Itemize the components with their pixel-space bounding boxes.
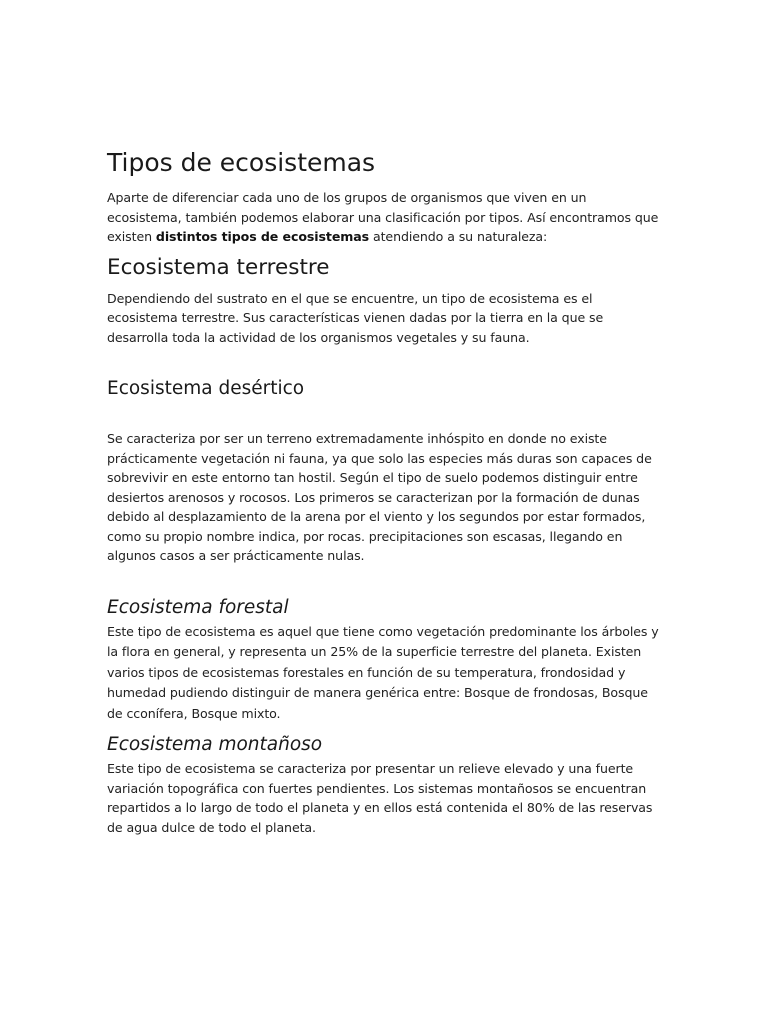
heading-ecosistema-forestal: Ecosistema forestal (107, 596, 289, 618)
paragraph-ecosistema-forestal: Este tipo de ecosistema es aquel que tiene como vegetación predominante los árboles y la flora en general, y representa un 25% de la superficie terrestre del planeta. Existen varios tipos de ecosistemas forestales en función de su temperatura, frondosidad y humedad pudiendo distinguir de manera genérica entre: Bosque de frondosas, Bosque de cconífera, Bosque mixto. (107, 623, 659, 721)
intro-text-end: atendiendo a su naturaleza: (369, 229, 548, 244)
paragraph-ecosistema-montanoso: Este tipo de ecosistema se caracteriza por presentar un relieve elevado y una fuerte variación topográfica con fuertes pendientes. Los sistemas montañosos se encuentran repartidos a lo largo de todo el planeta y en ellos está contenida el 80% de las reservas de agua dulce de todo el planeta. (107, 761, 653, 835)
document-page (107, 146, 659, 837)
paragraph-ecosistema-desertico: Se caracteriza por ser un terreno extremadamente inhóspito en donde no existe prácticamente vegetación ni fauna, ya que solo las especies más duras son capaces de sobrevivir en este entorno tan hostil. Según el tipo de suelo podemos distinguir entre desiertos arenosos y rocosos. Los primeros se caracterizan por la formación de dunas debido al desplazamiento de la arena por el viento y los segundos por estar formados, como su propio nombre indica, por rocas. precipitaciones son escasas, llegando en algunos casos a ser prácticamente nulas. (107, 431, 652, 563)
heading-ecosistema-montanoso: Ecosistema montañoso (107, 734, 323, 755)
page-title: Tipos de ecosistemas (107, 148, 376, 177)
heading-ecosistema-terrestre: Ecosistema terrestre (107, 254, 330, 280)
intro-text-start: Aparte de diferenciar cada uno de los grupos de organismos que viven en un ecosistema, también podemos elaborar una clasificación por tipos. Así encontramos que existen (107, 190, 659, 244)
intro-paragraph (107, 188, 659, 247)
intro-bold-text: distintos tipos de ecosistemas (155, 229, 370, 244)
heading-ecosistema-desertico: Ecosistema desértico (107, 378, 305, 399)
paragraph-ecosistema-terrestre: Dependiendo del sustrato en el que se encuentre, un tipo de ecosistema es el ecosistema terrestre. Sus características vienen dadas por la tierra en la que se desarrolla toda la actividad de los organismos vegetales y su fauna. (107, 290, 604, 345)
